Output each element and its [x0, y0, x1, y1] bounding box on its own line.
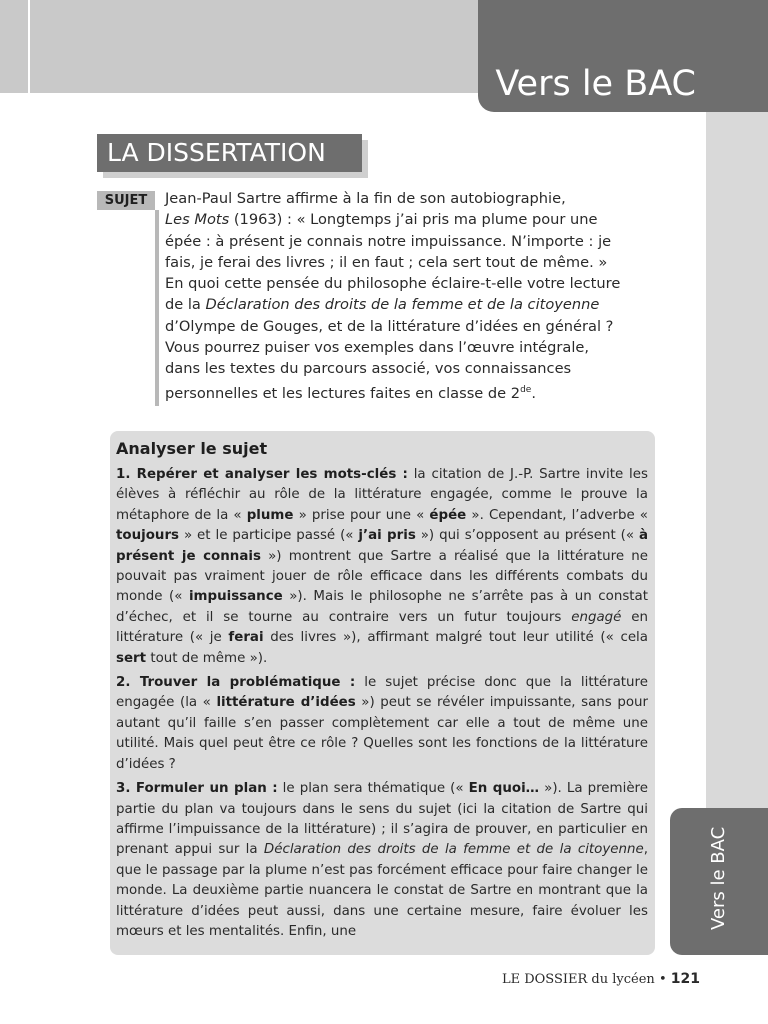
sujet-rule — [155, 210, 159, 406]
top-band — [0, 0, 478, 93]
sujet-line: personnelles et les lectures faites en classe de 2de. — [165, 384, 536, 402]
sujet-line: En quoi cette pensée du philosophe éclaire-t-elle votre lecture — [165, 275, 621, 293]
paragraph-problematique: 2. Trouver la problématique : le sujet précise donc que la littérature engagée (la « littérature d’idées ») peut se révéler impuissante, sans pour autant qu’il faille s’en passer complètement car elle a tout de même une utilité. Mais quel peut être ce rôle ? Quelles sont les fonctions de la littérature d’idées ? — [116, 675, 649, 772]
sujet-line: dans les textes du parcours associé, vos connaissances — [165, 360, 572, 378]
sujet-line: Les Mots (1963) : « Longtemps j’ai pris ma plume pour une — [165, 211, 598, 229]
header-tab — [478, 0, 768, 112]
book-title: Les Mots — [165, 211, 230, 229]
page-number: 121 — [670, 971, 700, 987]
sujet-line: d’Olympe de Gouges, et de la littérature d’idées en général ? — [165, 317, 614, 335]
paragraph-plan: 3. Formuler un plan : le plan sera thématique (« En quoi… »). La première partie du plan va toujours dans le sens du sujet (ici la citation de Sartre qui affirme l’impuissance de la littérature) ; il s’agira de prouver, en particulier en prenant appui sur la Déclaration des droits de la femme et de la citoyenne, que le passage par la plume n’est pas forcément efficace pour faire changer le monde. La deuxième partie nuancera le constat de Sartre en montrant que la littérature d’idées peut aussi, dans une certaine mesure, faire évoluer les mœurs et les mentalités. Enfin, une — [116, 781, 649, 939]
analyse-box — [110, 431, 655, 955]
top-band-divider — [28, 0, 30, 93]
section-title: LA DISSERTATION — [107, 138, 326, 167]
paragraph-mots-cles: 1. Repérer et analyser les mots-clés : la citation de J.-P. Sartre invite les élèves à réfléchir au rôle de la littérature engagée, comme le prouve la métaphore de la « plume » prise pour une « épée ». Cependant, l’adverbe « toujours » et le participe passé (« j’ai pris ») qui s’opposent au présent (« à présent je connais ») montrent que Sartre a réalisé que la littérature ne pouvait pas vraiment jouer de rôle efficace dans les différents combats du monde (« impuissance »). Mais le philosophe ne s’arrête pas à un constat d’échec, et il se tourne au contraire vers un futur toujours engagé en littérature (« je ferai des livres »), affirmant malgré tout leur utilité (« cela sert tout de même »). — [116, 467, 648, 666]
side-tab-label: Vers le BAC — [708, 826, 729, 930]
sujet-line: Jean-Paul Sartre affirme à la fin de son autobiographie, — [165, 190, 566, 207]
sujet-line: de la Déclaration des droits de la femme et de la citoyenne — [165, 296, 600, 314]
sujet-line: fais, je ferai des livres ; il en faut ; cela sert tout de même. » — [165, 253, 608, 271]
book-title: Déclaration des droits de la femme et de la citoyenne — [205, 296, 600, 314]
sujet-line: épée : à présent je connais notre impuissance. N’importe : je — [165, 232, 612, 250]
footer-bullet: • — [658, 972, 667, 987]
publication-name: LE DOSSIER du lycéen — [501, 972, 655, 987]
sujet-line: Vous pourrez puiser vos exemples dans l’œuvre intégrale, — [165, 339, 590, 357]
analyse-title: Analyser le sujet — [116, 439, 268, 458]
analyse-body — [116, 465, 648, 946]
sujet-text — [165, 188, 665, 404]
header-title: Vers le BAC — [495, 64, 696, 104]
page-footer — [502, 970, 700, 989]
sujet-badge: SUJET — [97, 191, 155, 210]
